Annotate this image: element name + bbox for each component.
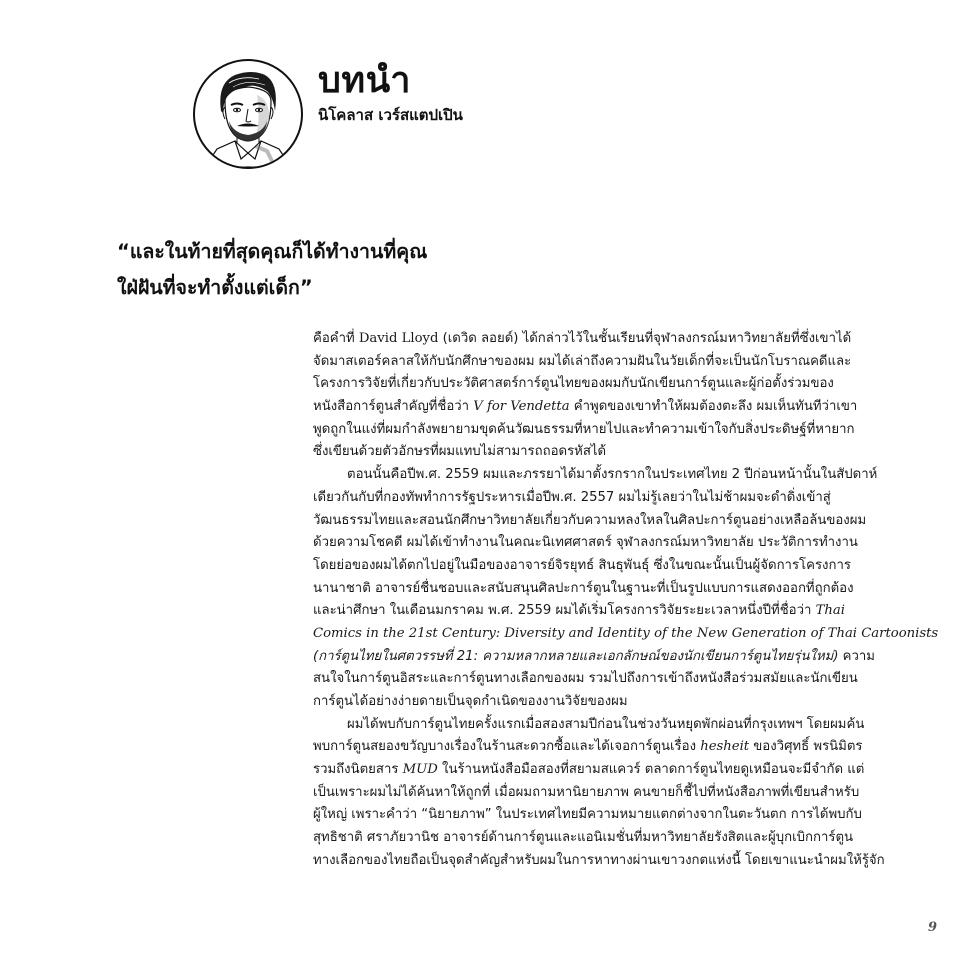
body-line	[313, 759, 905, 782]
author-name: นิโคลาส เวร์สแตปเปิน	[318, 106, 463, 124]
body-text	[313, 328, 939, 873]
body-line	[313, 419, 905, 442]
body-line	[313, 510, 905, 533]
author-portrait	[193, 59, 303, 169]
body-line	[313, 668, 905, 691]
body-text-segment: ซึ่งเขียนด้วยตัวอักษรที่ผมแทบไม่สามารถถอดรหัสได้	[313, 444, 607, 460]
body-text-segment: ทางเลือกของไทยถือเป็นจุดสำคัญสำหรับผมในการหาทางผ่านเขาวงกตแห่งนี้ โดยเขาแนะนำผมให้รู้จัก	[313, 852, 885, 868]
body-text-segment: เดียวกันกับที่กองทัพทำการรัฐประหารเมื่อปีพ.ศ. 2557 ผมไม่รู้เลยว่าในไม่ช้าผมจะดำดิ่งเข้าสู่	[313, 489, 831, 505]
author-portrait-icon	[195, 61, 301, 167]
body-line	[313, 850, 905, 873]
emphasized-title: Comics in the 21st Century: Diversity and Identity of the New Generation of Thai Cartoonists	[313, 625, 939, 641]
emphasized-title: hesheit	[700, 739, 750, 755]
emphasized-title: MUD	[402, 762, 438, 778]
body-line	[313, 328, 905, 351]
emphasized-title: (การ์ตูนไทยในศตวรรษที่ 21: ความหลากหลายและเอกลักษณ์ของนักเขียนการ์ตูนไทยรุ่นใหม่)	[313, 648, 839, 664]
body-line	[313, 623, 939, 646]
body-line	[313, 736, 905, 759]
body-line	[313, 555, 905, 578]
body-text-segment: ผมได้พบกับการ์ตูนไทยครั้งแรกเมื่อสองสามปีก่อนในช่วงวันหยุดพักผ่อนที่กรุงเทพฯ โดยผมค้น	[347, 716, 865, 732]
body-text-segment: หนังสือการ์ตูนสำคัญที่ชื่อว่า	[313, 399, 474, 415]
body-line	[313, 578, 905, 601]
body-line	[313, 600, 905, 623]
page-number: 9	[928, 920, 938, 935]
body-text-segment: วัฒนธรรมไทยและสอนนักศึกษาวิทยาลัยเกี่ยวกับความหลงใหลในศิลปะการ์ตูนอย่างเหลือล้นของผม	[313, 512, 867, 528]
body-line	[313, 714, 905, 737]
body-text-segment: ความ	[838, 648, 876, 664]
body-text-segment: ในร้านหนังสือมือสองที่สยามสแควร์ ตลาดการ์ตูนไทยดูเหมือนจะมีจำกัด แต่	[437, 762, 865, 778]
body-text-segment: สุทธิชาติ ศราภัยวานิช อาจารย์ด้านการ์ตูนและแอนิเมชั่นที่มหาวิทยาลัยรังสิตและผู้บุกเบิกการ์ตูน	[313, 830, 854, 846]
body-text-segment: คำพูดของเขาทำให้ผมต้องตะลึง ผมเห็นทันทีว่าเขา	[569, 399, 858, 415]
body-text-segment: ผู้ใหญ่ เพราะคำว่า “นิยายภาพ” ในประเทศไทยมีความหมายแตกต่างจากในตะวันตก การได้พบกับ	[313, 807, 862, 823]
body-line	[313, 804, 905, 827]
body-line	[313, 782, 905, 805]
chapter-title: บทนำ	[318, 59, 411, 101]
pull-quote	[117, 234, 477, 306]
body-line	[313, 373, 905, 396]
pull-quote-line: ใฝ่ฝันที่จะทำตั้งแต่เด็ก”	[117, 276, 313, 299]
body-line	[313, 487, 905, 510]
body-line	[313, 396, 905, 419]
person-name: David Lloyd	[358, 331, 439, 346]
body-text-segment: และน่าศึกษา ในเดือนมกราคม พ.ศ. 2559 ผมได้เริ่มโครงการวิจัยระยะเวลาหนึ่งปีที่ชื่อว่า	[313, 603, 816, 619]
body-line	[313, 464, 905, 487]
body-text-segment: คือคำที่	[313, 331, 359, 346]
body-text-segment: สนใจในการ์ตูนอิสระและการ์ตูนทางเลือกของผม รวมไปถึงการเข้าถึงหนังสือร่วมสมัยและนักเขียน	[313, 671, 858, 687]
body-text-segment: พูดถูกในแง่ที่ผมกำลังพยายามขุดค้นวัฒนธรรมที่หายไปและทำความเข้าใจกับสิ่งประดิษฐ์ที่หายาก	[313, 421, 855, 437]
body-line	[313, 827, 905, 850]
body-line	[313, 691, 905, 714]
body-text-segment: นานาชาติ อาจารย์ชื่นชอบและสนับสนุนศิลปะการ์ตูนในฐานะที่เป็นรูปแบบการแสดงออกที่ถูกต้อง	[313, 580, 854, 596]
body-text-segment: การ์ตูนได้อย่างง่ายดายเป็นจุดกำเนิดของงานวิจัยของผม	[313, 694, 628, 709]
body-text-segment: จัดมาสเตอร์คลาสให้กับนักศึกษาของผม ผมได้เล่าถึงความฝันในวัยเด็กที่จะเป็นนักโบราณคดีและ	[313, 353, 852, 369]
body-line	[313, 441, 905, 464]
body-text-segment: รวมถึงนิตยสาร	[313, 762, 403, 778]
body-text-segment: พบการ์ตูนสยองขวัญบางเรื่องในร้านสะดวกซื้อและได้เจอการ์ตูนเรื่อง	[313, 739, 701, 755]
body-text-segment: ของวิศุทธิ์ พรนิมิตร	[749, 739, 863, 755]
body-text-segment: โครงการวิจัยที่เกี่ยวกับประวัติศาสตร์การ์ตูนไทยของผมกับนักเขียนการ์ตูนและผู้ก่อตั้งร่วมของ	[313, 376, 834, 392]
body-text-segment: เป็นเพราะผมไม่ได้ค้นหาให้ถูกที่ เมื่อผมถามหานิยายภาพ คนขายก็ชี้ไปที่หนังสือภาพที่เขียนสำหรับ	[313, 784, 860, 800]
body-text-segment: ด้วยความโชคดี ผมได้เข้าทำงานในคณะนิเทศศาสตร์ จุฬาลงกรณ์มหาวิทยาลัย ประวัติการทำงาน	[313, 535, 858, 551]
body-text-segment: โดยย่อของผมได้ตกไปอยู่ในมือของอาจารย์จิรยุทธ์ สินธุพันธุ์ ซึ่งในขณะนั้นเป็นผู้จัดการโครงการ	[313, 557, 851, 573]
emphasized-title: V for Vendetta	[473, 399, 570, 415]
body-text-segment: (เดวิด ลอยด์) ได้กล่าวไว้ในชั้นเรียนที่จุฬาลงกรณ์มหาวิทยาลัยที่ซึ่งเขาได้	[438, 331, 852, 346]
body-line	[313, 646, 905, 669]
emphasized-title: Thai	[815, 603, 845, 619]
body-text-segment: ตอนนั้นคือปีพ.ศ. 2559 ผมและภรรยาได้มาตั้งรกรากในประเทศไทย 2 ปีก่อนหน้านั้นในสัปดาห์	[347, 467, 878, 483]
body-line	[313, 351, 905, 374]
pull-quote-line: “และในท้ายที่สุดคุณก็ได้ทำงานที่คุณ	[117, 240, 428, 263]
body-line	[313, 532, 905, 555]
